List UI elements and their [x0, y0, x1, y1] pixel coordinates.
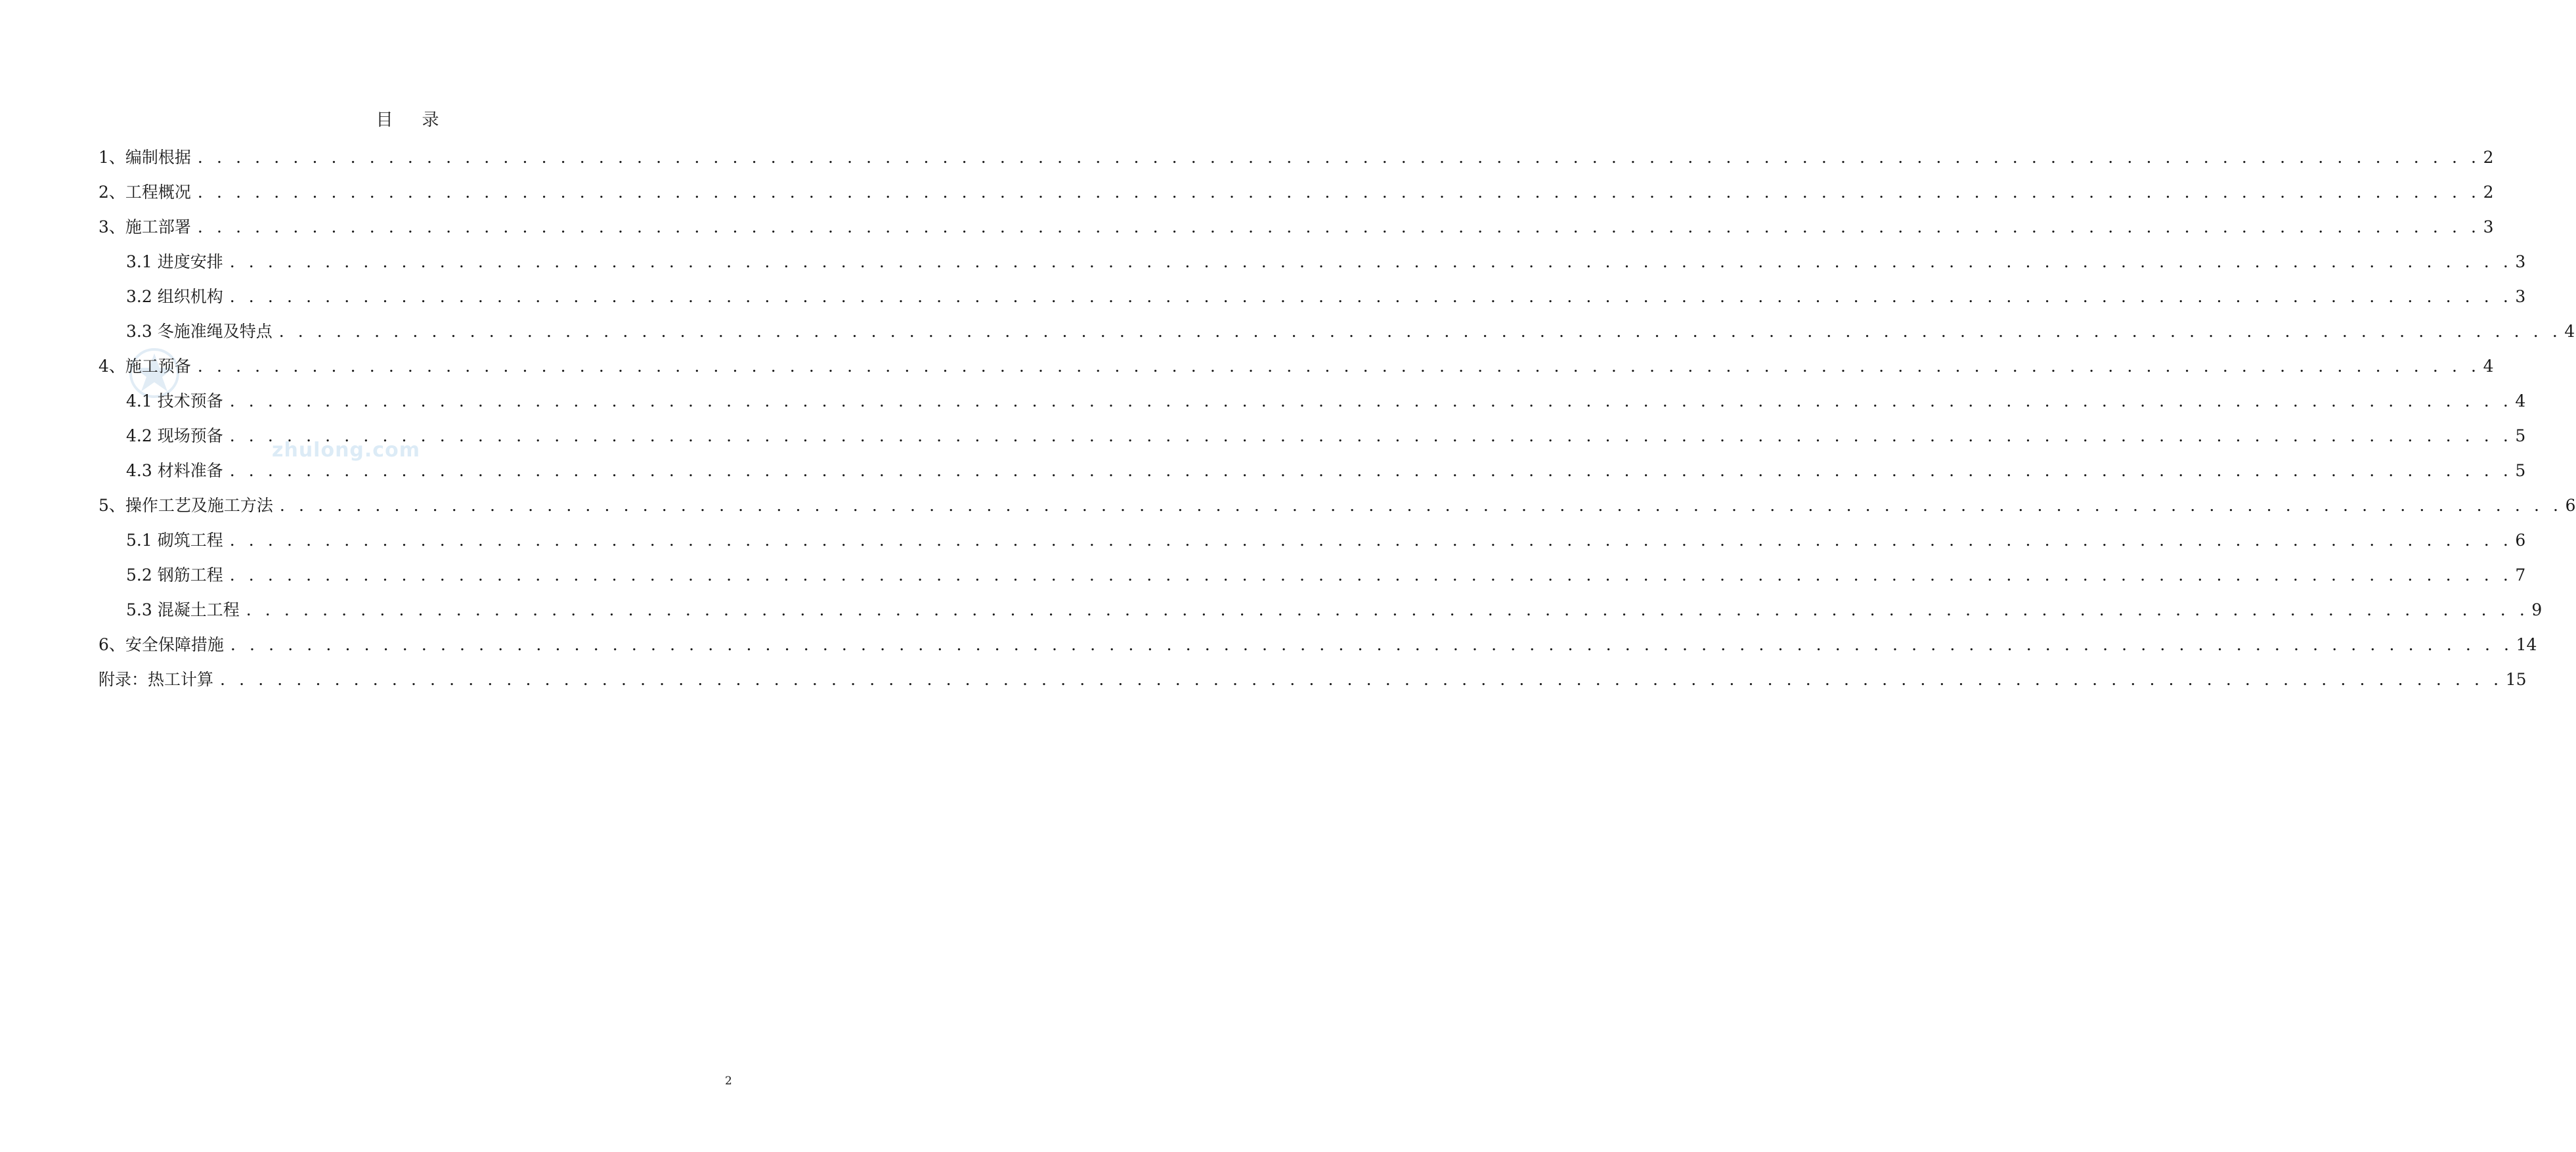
toc-title-char: 录	[422, 110, 439, 130]
toc-entry[interactable]	[98, 668, 2527, 703]
toc-entry-label: 1、编制根据	[98, 148, 191, 167]
toc-dot-leader: . . . . . . . . . . . . . . . . . . . . . . . . . . . . . . . . . . . . . . . . . . . . . . . . . . . . . . . . . . . . . . . . . . . . . . . . . . . . . . . . . . . . . . . . . . . . . . . . . . . . . . . . . . . . . . . . . . . . . . . .	[229, 252, 2513, 271]
toc-entry[interactable]	[98, 564, 2526, 598]
toc-dot-leader: . . . . . . . . . . . . . . . . . . . . . . . . . . . . . . . . . . . . . . . . . . . . . . . . . . . . . . . . . . . . . . . . . . . . . . . . . . . . . . . . . . . . . . . . . . . . . . . . . . . . . . . . . . . . . . . . . . . . . . . .	[229, 426, 2513, 445]
page-number: 2	[725, 1074, 732, 1088]
toc-title-char: 目	[376, 110, 393, 130]
toc-entry[interactable]	[98, 285, 2526, 320]
toc-entry-label: 3、施工部署	[98, 217, 191, 236]
toc-dot-leader: . . . . . . . . . . . . . . . . . . . . . . . . . . . . . . . . . . . . . . . . . . . . . . . . . . . . . . . . . . . . . . . . . . . . . . . . . . . . . . . . . . . . . . . . . . . . . . . . . . . . . . . . . . . . . . . . . . . . . . . .	[220, 670, 2503, 689]
toc-entry-label: 3.1 进度安排	[126, 252, 223, 271]
toc-entry-page: 9	[2531, 600, 2543, 619]
toc-dot-leader: . . . . . . . . . . . . . . . . . . . . . . . . . . . . . . . . . . . . . . . . . . . . . . . . . . . . . . . . . . . . . . . . . . . . . . . . . . . . . . . . . . . . . . . . . . . . . . . . . . . . . . . . . . . . . . . . . . . . . . . .	[229, 565, 2513, 585]
toc-entry-page: 4	[2515, 391, 2526, 410]
toc-entry[interactable]	[98, 598, 2543, 633]
toc-entry[interactable]	[98, 181, 2494, 215]
toc-entry-label: 4.1 技术预备	[126, 391, 223, 410]
toc-entry-page: 3	[2483, 217, 2494, 236]
toc-list	[98, 146, 2576, 703]
toc-dot-leader: . . . . . . . . . . . . . . . . . . . . . . . . . . . . . . . . . . . . . . . . . . . . . . . . . . . . . . . . . . . . . . . . . . . . . . . . . . . . . . . . . . . . . . . . . . . . . . . . . . . . . . . . . . . . . . . . . . . . . . . .	[197, 183, 2481, 202]
toc-entry-page: 5	[2515, 426, 2526, 445]
toc-entry-page: 3	[2515, 287, 2526, 306]
toc-entry-label: 3.3 冬施准绳及特点	[126, 322, 273, 341]
toc-entry-page: 4	[2564, 322, 2575, 341]
toc-entry[interactable]	[98, 389, 2526, 424]
toc-entry-page: 4	[2483, 357, 2494, 376]
toc-entry-page: 2	[2483, 148, 2494, 167]
toc-dot-leader: . . . . . . . . . . . . . . . . . . . . . . . . . . . . . . . . . . . . . . . . . . . . . . . . . . . . . . . . . . . . . . . . . . . . . . . . . . . . . . . . . . . . . . . . . . . . . . . . . . . . . . . . . . . . . . . . . . . . . . . .	[229, 531, 2513, 550]
toc-entry-page: 2	[2483, 183, 2494, 202]
toc-entry-label: 附录：热工计算	[98, 670, 214, 689]
toc-dot-leader: . . . . . . . . . . . . . . . . . . . . . . . . . . . . . . . . . . . . . . . . . . . . . . . . . . . . . . . . . . . . . . . . . . . . . . . . . . . . . . . . . . . . . . . . . . . . . . . . . . . . . . . . . . . . . . . . . . . . . . . .	[229, 461, 2513, 480]
toc-entry-page: 14	[2516, 635, 2537, 654]
toc-entry-page: 6	[2515, 531, 2526, 550]
toc-entry-label: 5.2 钢筋工程	[126, 565, 223, 585]
toc-dot-leader: . . . . . . . . . . . . . . . . . . . . . . . . . . . . . . . . . . . . . . . . . . . . . . . . . . . . . . . . . . . . . . . . . . . . . . . . . . . . . . . . . . . . . . . . . . . . . . . . . . . . . . . . . . . . . . . . . . . . . . . .	[197, 217, 2481, 236]
toc-entry[interactable]	[98, 320, 2575, 355]
toc-entry[interactable]	[98, 459, 2526, 494]
toc-dot-leader: . . . . . . . . . . . . . . . . . . . . . . . . . . . . . . . . . . . . . . . . . . . . . . . . . . . . . . . . . . . . . . . . . . . . . . . . . . . . . . . . . . . . . . . . . . . . . . . . . . . . . . . . . . . . . . . . . . . . . . . .	[278, 322, 2562, 341]
toc-entry-page: 5	[2515, 461, 2526, 480]
toc-entry-label: 2、工程概况	[98, 183, 191, 202]
toc-entry-page: 6	[2565, 496, 2576, 515]
toc-entry[interactable]	[98, 494, 2576, 529]
toc-entry[interactable]	[98, 250, 2526, 285]
toc-entry-label: 4.3 材料准备	[126, 461, 223, 480]
toc-dot-leader: . . . . . . . . . . . . . . . . . . . . . . . . . . . . . . . . . . . . . . . . . . . . . . . . . . . . . . . . . . . . . . . . . . . . . . . . . . . . . . . . . . . . . . . . . . . . . . . . . . . . . . . . . . . . . . . . . . . . . . . .	[229, 287, 2513, 306]
toc-entry[interactable]	[98, 215, 2494, 250]
toc-entry-label: 5.1 砌筑工程	[126, 531, 223, 550]
toc-dot-leader: . . . . . . . . . . . . . . . . . . . . . . . . . . . . . . . . . . . . . . . . . . . . . . . . . . . . . . . . . . . . . . . . . . . . . . . . . . . . . . . . . . . . . . . . . . . . . . . . . . . . . . . . . . . . . . . . . . . . . . . .	[197, 357, 2481, 376]
toc-entry-label: 5.3 混凝土工程	[126, 600, 240, 619]
toc-entry[interactable]	[98, 529, 2526, 564]
toc-entry[interactable]	[98, 633, 2537, 668]
toc-dot-leader: . . . . . . . . . . . . . . . . . . . . . . . . . . . . . . . . . . . . . . . . . . . . . . . . . . . . . . . . . . . . . . . . . . . . . . . . . . . . . . . . . . . . . . . . . . . . . . . . . . . . . . . . . . . . . . . . . . . . . . . .	[246, 600, 2529, 619]
toc-dot-leader: . . . . . . . . . . . . . . . . . . . . . . . . . . . . . . . . . . . . . . . . . . . . . . . . . . . . . . . . . . . . . . . . . . . . . . . . . . . . . . . . . . . . . . . . . . . . . . . . . . . . . . . . . . . . . . . . . . . . . . . .	[279, 496, 2563, 515]
toc-entry-label: 6、安全保障措施	[98, 635, 224, 654]
toc-entry[interactable]	[98, 424, 2526, 459]
toc-dot-leader: . . . . . . . . . . . . . . . . . . . . . . . . . . . . . . . . . . . . . . . . . . . . . . . . . . . . . . . . . . . . . . . . . . . . . . . . . . . . . . . . . . . . . . . . . . . . . . . . . . . . . . . . . . . . . . . . . . . . . . . .	[229, 391, 2513, 410]
toc-entry-page: 3	[2515, 252, 2526, 271]
toc-entry-label: 5、操作工艺及施工方法	[98, 496, 273, 515]
toc-entry[interactable]	[98, 355, 2494, 389]
toc-dot-leader: . . . . . . . . . . . . . . . . . . . . . . . . . . . . . . . . . . . . . . . . . . . . . . . . . . . . . . . . . . . . . . . . . . . . . . . . . . . . . . . . . . . . . . . . . . . . . . . . . . . . . . . . . . . . . . . . . . . . . . . .	[197, 148, 2481, 167]
toc-entry-page: 15	[2505, 670, 2527, 689]
toc-entry-label: 3.2 组织机构	[126, 287, 223, 306]
watermark-text: zhulong.com	[272, 439, 420, 462]
toc-dot-leader: . . . . . . . . . . . . . . . . . . . . . . . . . . . . . . . . . . . . . . . . . . . . . . . . . . . . . . . . . . . . . . . . . . . . . . . . . . . . . . . . . . . . . . . . . . . . . . . . . . . . . . . . . . . . . . . . . . . . . . . .	[230, 635, 2514, 654]
toc-entry[interactable]	[98, 146, 2494, 181]
toc-title	[0, 106, 815, 131]
toc-entry-label: 4.2 现场预备	[126, 426, 223, 445]
toc-entry-label: 4、施工预备	[98, 357, 191, 376]
toc-entry-page: 7	[2515, 565, 2526, 585]
